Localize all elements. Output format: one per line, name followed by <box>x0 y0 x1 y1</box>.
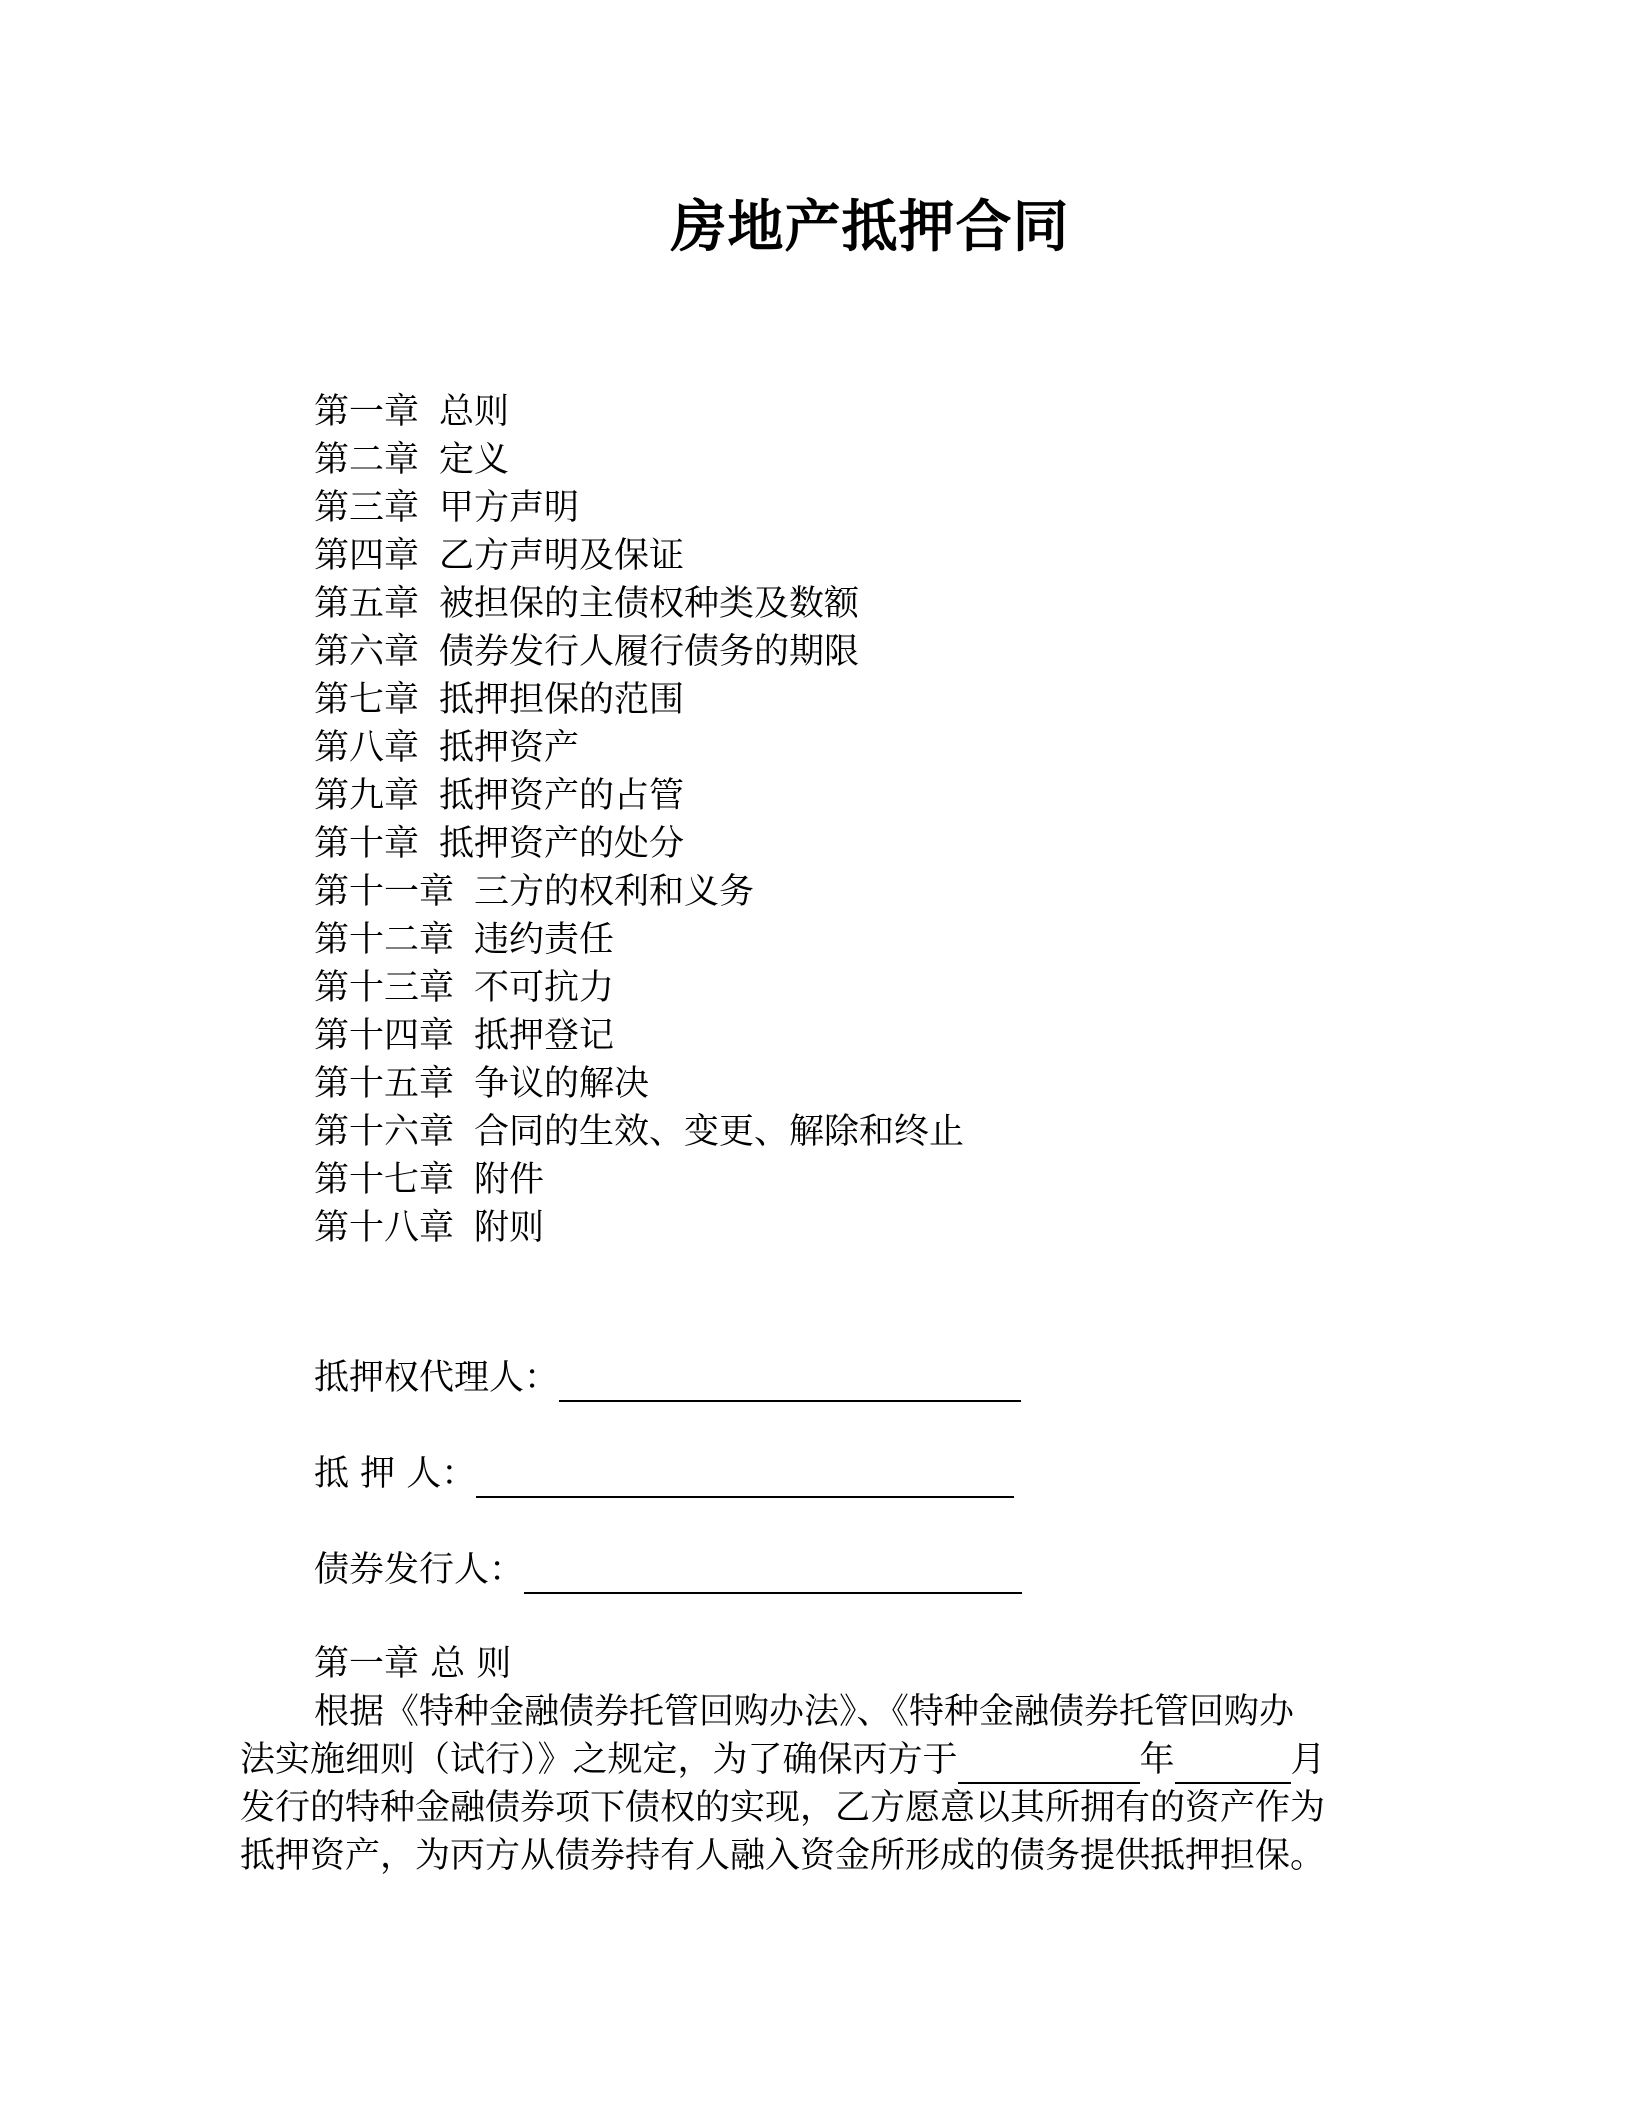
toc-chapter-title: 附则 <box>474 1208 545 1248</box>
toc-item <box>314 1204 964 1252</box>
toc-chapter-number: 第九章 <box>314 776 420 816</box>
toc-chapter-number: 第十六章 <box>314 1112 455 1152</box>
signature-mortgagor-line[interactable] <box>476 1456 1014 1498</box>
toc-item <box>314 628 964 676</box>
toc-item <box>314 532 964 580</box>
signature-agent-label: 抵押权代理人： <box>314 1358 560 1398</box>
toc-item <box>314 1012 964 1060</box>
toc-item <box>314 868 964 916</box>
toc-chapter-title: 抵押登记 <box>474 1016 615 1056</box>
toc-chapter-title: 违约责任 <box>474 920 615 960</box>
toc-chapter-number: 第一章 <box>314 392 420 432</box>
toc-chapter-number: 第十七章 <box>314 1160 455 1200</box>
toc-chapter-number: 第三章 <box>314 488 420 528</box>
toc-item <box>314 484 964 532</box>
chapter-paragraph <box>240 1688 1380 1880</box>
signature-agent-line[interactable] <box>559 1360 1021 1402</box>
toc-item <box>314 580 964 628</box>
toc-item <box>314 916 964 964</box>
toc-chapter-title: 定义 <box>439 440 510 480</box>
toc-chapter-title: 抵押担保的范围 <box>439 680 685 720</box>
document-title: 房地产抵押合同 <box>670 195 1070 260</box>
toc-item <box>314 1108 964 1156</box>
signature-issuer <box>314 1546 1022 1594</box>
toc-item <box>314 772 964 820</box>
toc-chapter-number: 第六章 <box>314 632 420 672</box>
toc-chapter-number: 第五章 <box>314 584 420 624</box>
paragraph-line <box>240 1736 1380 1784</box>
signature-issuer-line[interactable] <box>524 1552 1022 1594</box>
paragraph-line: 根据《特种金融债券托管回购办法》、《特种金融债券托管回购办 <box>314 1692 1295 1732</box>
paragraph-line: 发行的特种金融债券项下债权的实现，乙方愿意以其所拥有的资产作为 <box>240 1788 1326 1828</box>
toc-item <box>314 676 964 724</box>
toc-chapter-title: 三方的权利和义务 <box>474 872 755 912</box>
toc-chapter-title: 争议的解决 <box>474 1064 650 1104</box>
toc-item <box>314 964 964 1012</box>
toc-chapter-title: 乙方声明及保证 <box>439 536 685 576</box>
toc-chapter-number: 第十五章 <box>314 1064 455 1104</box>
chapter-heading: 第一章 总 则 <box>314 1644 512 1684</box>
toc-chapter-title: 债券发行人履行债务的期限 <box>439 632 860 672</box>
signature-agent <box>314 1354 1021 1402</box>
toc-chapter-title: 附件 <box>474 1160 545 1200</box>
toc-chapter-title: 甲方声明 <box>439 488 580 528</box>
paragraph-text: 法实施细则（试行）》之规定，为了确保丙方于 <box>240 1740 958 1780</box>
toc-chapter-number: 第十八章 <box>314 1208 455 1248</box>
month-label: 月 <box>1290 1740 1326 1780</box>
toc-chapter-title: 抵押资产的处分 <box>439 824 685 864</box>
table-of-contents <box>314 388 964 1252</box>
month-blank[interactable] <box>1175 1744 1291 1784</box>
toc-chapter-number: 第十二章 <box>314 920 455 960</box>
year-label: 年 <box>1139 1740 1175 1780</box>
toc-item <box>314 724 964 772</box>
toc-chapter-number: 第十章 <box>314 824 420 864</box>
toc-chapter-title: 不可抗力 <box>474 968 615 1008</box>
toc-chapter-number: 第七章 <box>314 680 420 720</box>
toc-chapter-title: 合同的生效、变更、解除和终止 <box>474 1112 965 1152</box>
toc-chapter-title: 抵押资产的占管 <box>439 776 685 816</box>
toc-chapter-title: 抵押资产 <box>439 728 580 768</box>
toc-item <box>314 1156 964 1204</box>
toc-chapter-title: 被担保的主债权种类及数额 <box>439 584 860 624</box>
toc-item <box>314 436 964 484</box>
toc-chapter-number: 第二章 <box>314 440 420 480</box>
signature-issuer-label: 债券发行人： <box>314 1550 525 1590</box>
toc-chapter-number: 第八章 <box>314 728 420 768</box>
signature-mortgagor-label: 抵 押 人： <box>314 1454 477 1494</box>
toc-item <box>314 388 964 436</box>
toc-item <box>314 820 964 868</box>
toc-chapter-number: 第四章 <box>314 536 420 576</box>
paragraph-line: 抵押资产，为丙方从债券持有人融入资金所形成的债务提供抵押担保。 <box>240 1836 1326 1876</box>
toc-chapter-number: 第十一章 <box>314 872 455 912</box>
toc-chapter-title: 总则 <box>439 392 510 432</box>
signature-mortgagor <box>314 1450 1014 1498</box>
toc-chapter-number: 第十四章 <box>314 1016 455 1056</box>
toc-chapter-number: 第十三章 <box>314 968 455 1008</box>
year-blank[interactable] <box>958 1744 1140 1784</box>
toc-item <box>314 1060 964 1108</box>
